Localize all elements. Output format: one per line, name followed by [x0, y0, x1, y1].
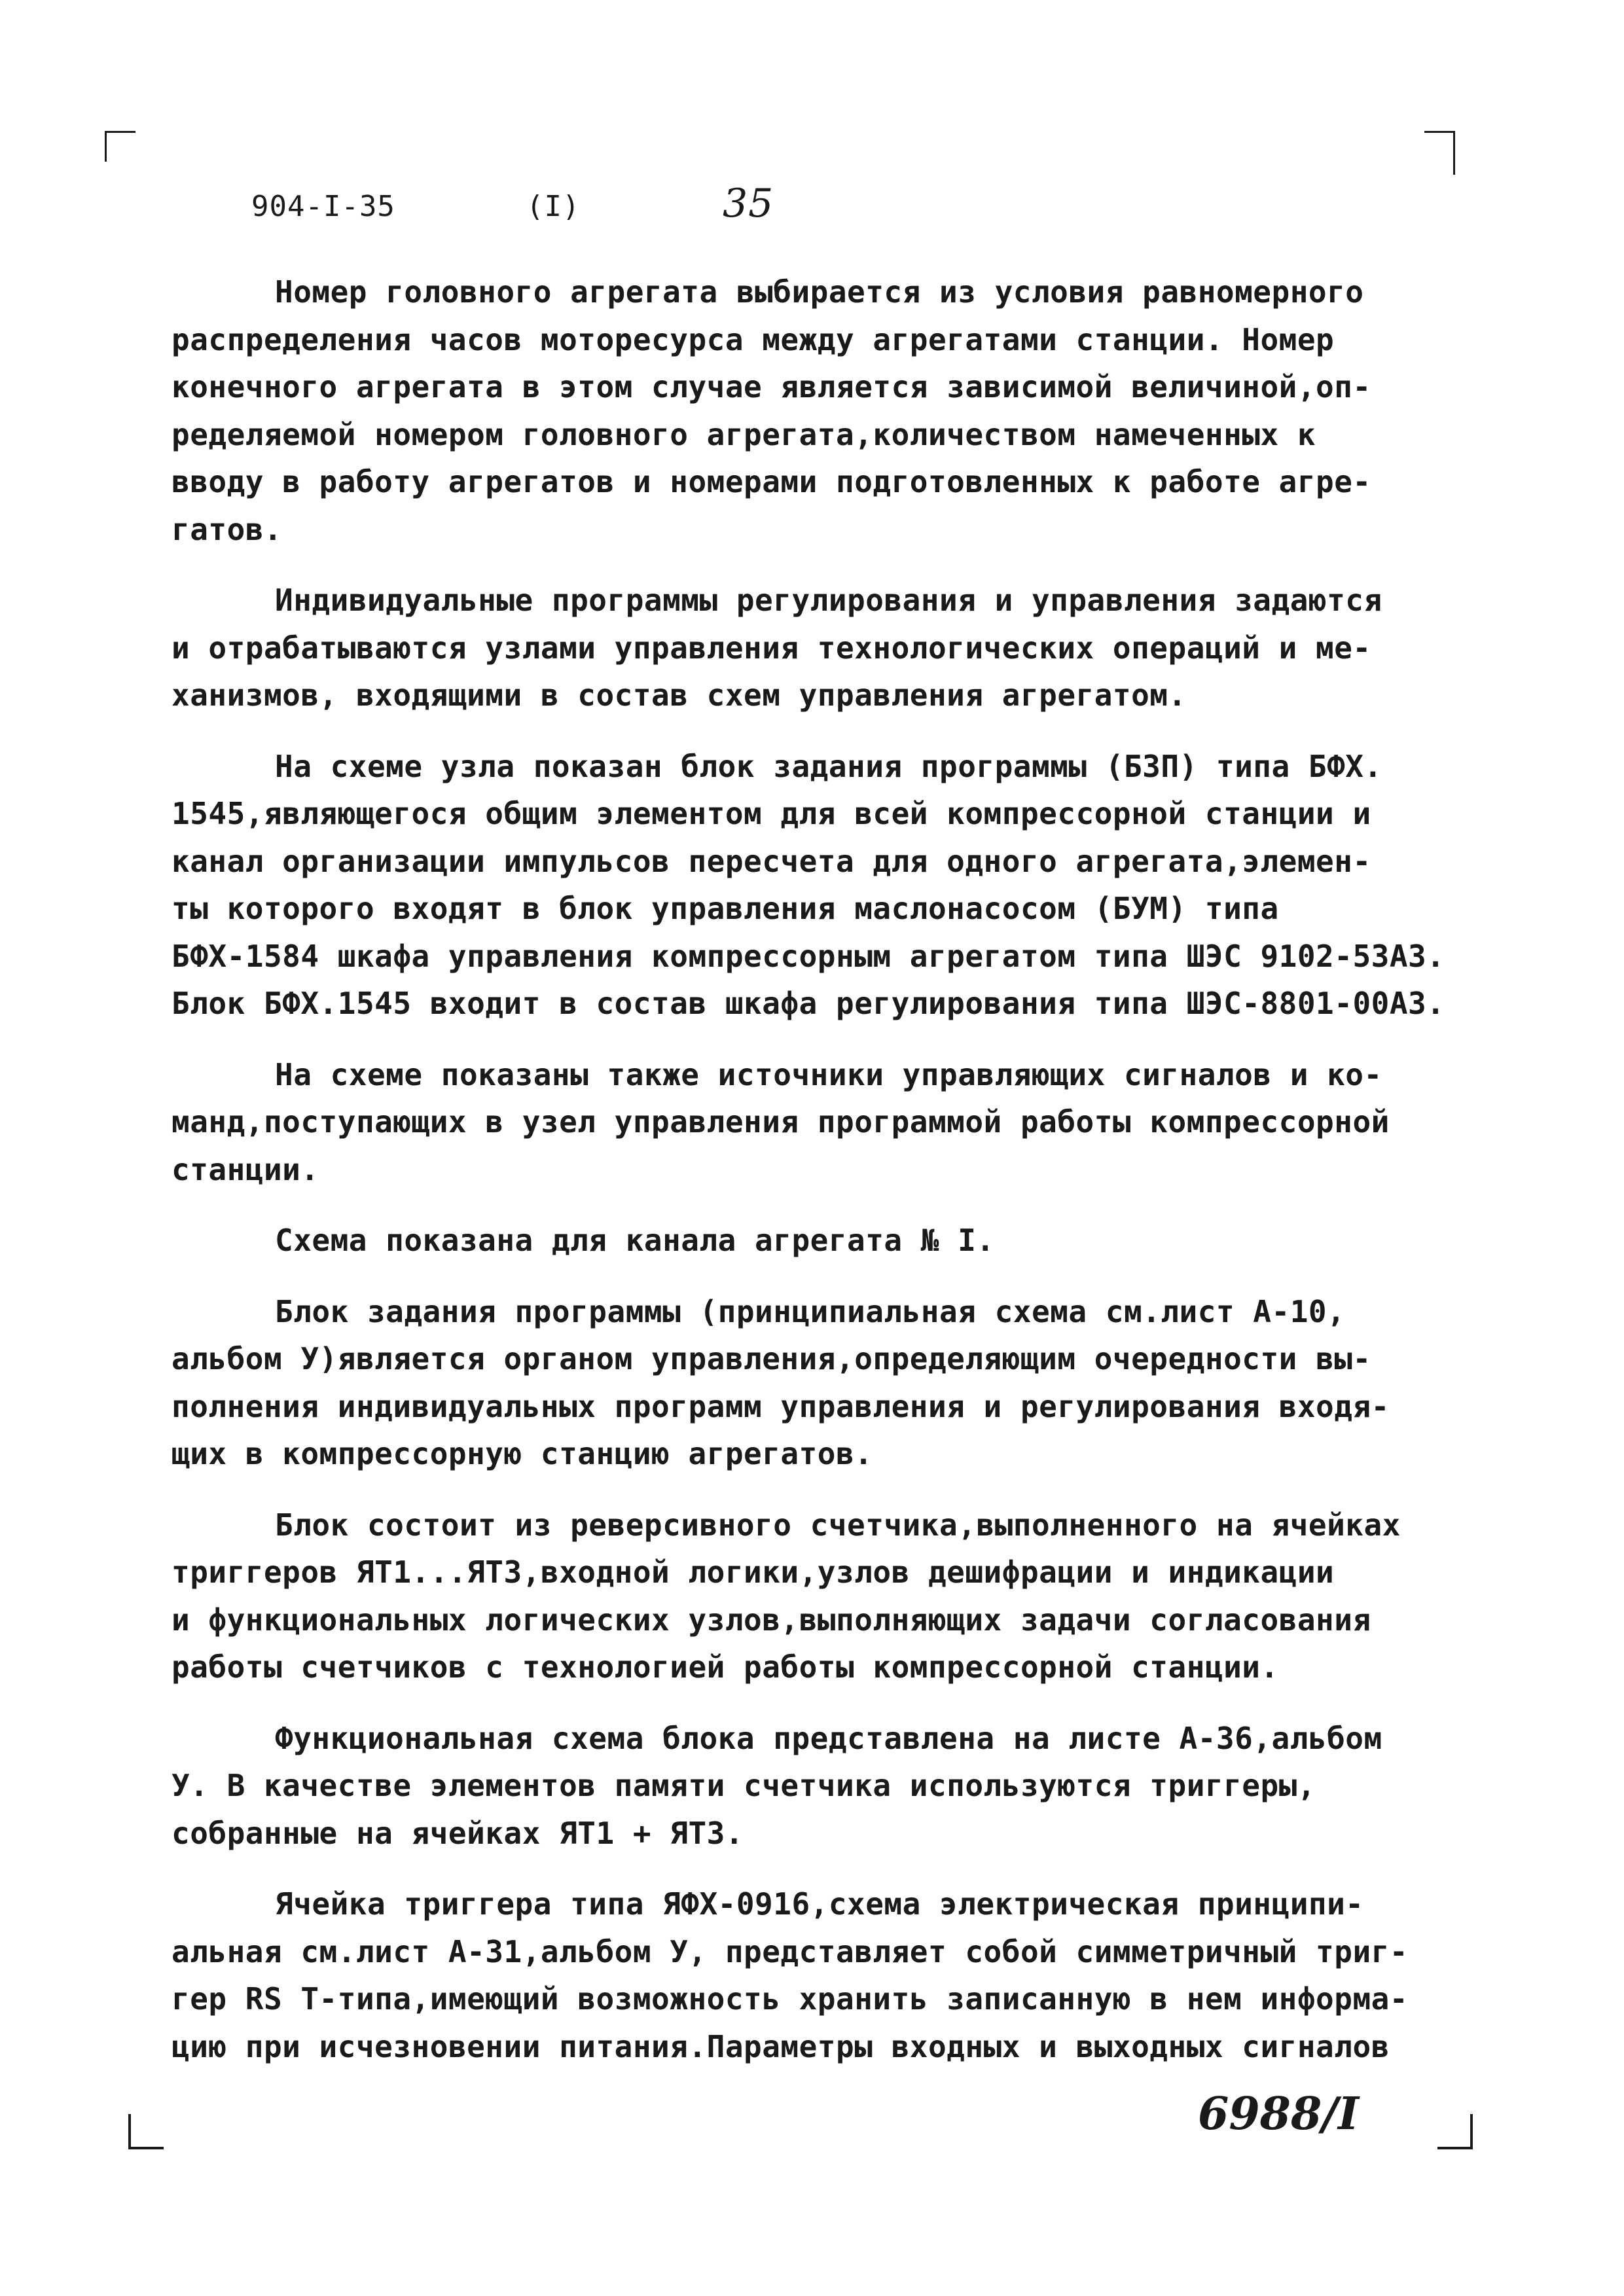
inventory-number: 6988/I [1198, 2088, 1359, 2140]
text-line: гатов. [171, 511, 283, 547]
text-line: Блок задания программы (принципиальная схема см.лист А-10, [275, 1293, 1346, 1329]
text-line: гер RS Т-типа,имеющий возможность хранить записанную в нем информа- [171, 1981, 1409, 2017]
paragraph [171, 1715, 1454, 1857]
paragraph [171, 1501, 1454, 1691]
paragraph [171, 268, 1454, 553]
text-line: Блок состоит из реверсивного счетчика,выполненного на ячейках [275, 1507, 1401, 1543]
volume-number: (I) [526, 190, 581, 223]
paragraph [171, 1880, 1454, 2070]
text-line: Номер головного агрегата выбирается из условия равномерного [275, 274, 1364, 310]
text-line: собранные на ячейках ЯТ1 + ЯТ3. [171, 1815, 744, 1851]
paragraph [171, 1217, 1454, 1265]
text-line: На схеме узла показан блок задания программы (БЗП) типа БФХ. [275, 748, 1382, 784]
text-line: распределения часов моторесурса между агрегатами станции. Номер [171, 321, 1335, 357]
text-line: Функциональная схема блока представлена на листе А-36,альбом [275, 1720, 1382, 1756]
text-line: ты которого входят в блок управления маслонасосом (БУМ) типа [171, 891, 1279, 926]
text-line: 1545,являющегося общим элементом для всей компрессорной станции и [171, 796, 1371, 831]
corner-mark-top-right [1424, 131, 1455, 175]
text-line: Ячейка триггера типа ЯФХ-0916,схема электрическая принципи- [275, 1886, 1364, 1922]
paragraph [171, 577, 1454, 719]
page-number: 35 [723, 181, 774, 226]
corner-mark-top-left [105, 131, 135, 162]
text-line: ханизмов, входящими в состав схем управления агрегатом. [171, 677, 1187, 713]
corner-mark-bottom-right [1437, 2114, 1473, 2149]
text-line: вводу в работу агрегатов и номерами подготовленных к работе агре- [171, 464, 1371, 499]
paragraph [171, 1051, 1454, 1194]
text-line: и отрабатываются узлами управления технологических операций и ме- [171, 630, 1371, 666]
text-line: полнения индивидуальных программ управления и регулирования входя- [171, 1388, 1390, 1424]
text-line: ределяемой номером головного агрегата,количеством намеченных к [171, 416, 1316, 452]
text-line: канал организации импульсов пересчета для одного агрегата,элемен- [171, 843, 1371, 879]
text-line: щих в компрессорную станцию агрегатов. [171, 1436, 873, 1471]
document-body [171, 268, 1454, 2094]
text-line: манд,поступающих в узел управления программой работы компрессорной [171, 1104, 1390, 1139]
paragraph [171, 743, 1454, 1028]
text-line: альная см.лист А-31,альбом У, представляет собой симметричный триг- [171, 1933, 1409, 1969]
text-line: альбом У)является органом управления,определяющим очередности вы- [171, 1341, 1371, 1376]
text-line: триггеров ЯТ1...ЯТ3,входной логики,узлов дешифрации и индикации [171, 1554, 1335, 1590]
document-code: 904-I-35 [251, 190, 395, 223]
text-line: Схема показана для канала агрегата № I. [275, 1223, 995, 1258]
text-line: У. В качестве элементов памяти счетчика используются триггеры, [171, 1768, 1316, 1803]
text-line: станции. [171, 1151, 319, 1187]
text-line: Блок БФХ.1545 входит в состав шкафа регулирования типа ШЭС-8801-00АЗ. [171, 986, 1445, 1021]
text-line: и функциональных логических узлов,выполняющих задачи согласования [171, 1602, 1371, 1638]
corner-mark-bottom-left [128, 2114, 164, 2149]
text-line: На схеме показаны также источники управляющих сигналов и ко- [275, 1056, 1382, 1092]
text-line: конечного агрегата в этом случае является зависимой величиной,оп- [171, 369, 1371, 404]
paragraph [171, 1288, 1454, 1478]
text-line: Индивидуальные программы регулирования и управления задаются [275, 583, 1382, 618]
text-line: цию при исчезновении питания.Параметры входных и выходных сигналов [171, 2028, 1390, 2064]
text-line: работы счетчиков с технологией работы компрессорной станции. [171, 1649, 1279, 1685]
text-line: БФХ-1584 шкафа управления компрессорным агрегатом типа ШЭС 9102-53АЗ. [171, 938, 1445, 974]
